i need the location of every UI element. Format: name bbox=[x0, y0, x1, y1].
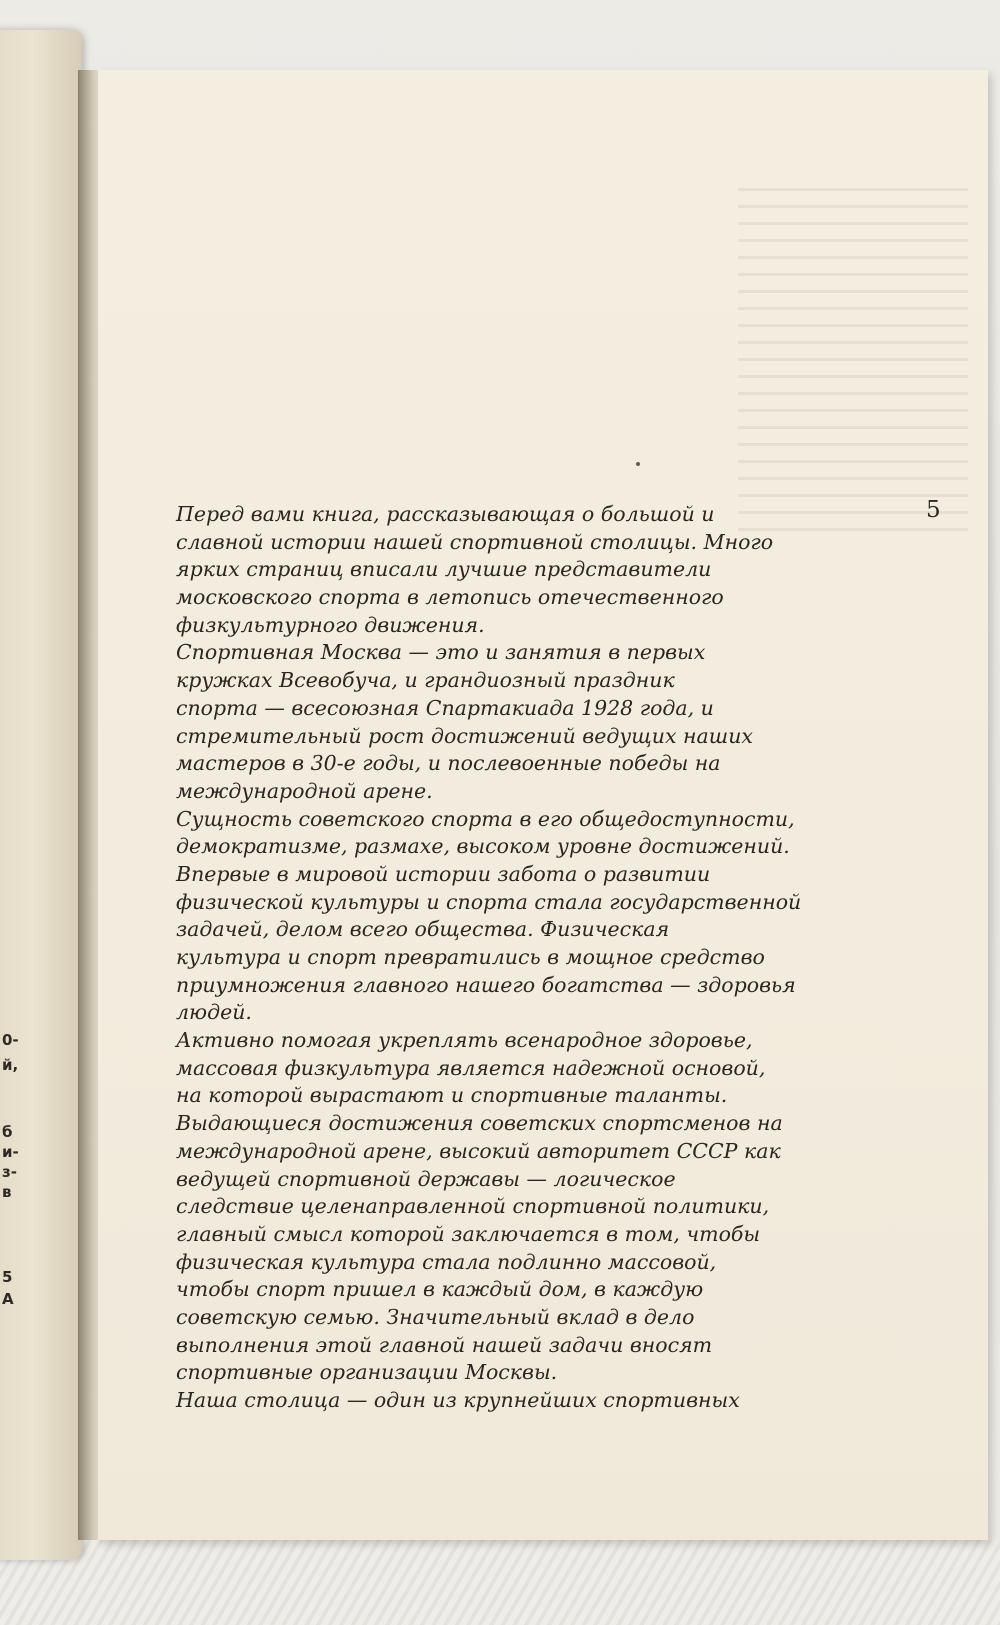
left-page bbox=[0, 30, 82, 1560]
text-line: выполнения этой главной нашей задачи вносят bbox=[176, 1332, 713, 1357]
ink-dot bbox=[636, 462, 640, 466]
text-line: на которой вырастают и спортивные таланты. bbox=[176, 1083, 728, 1108]
text-line: московского спорта в летопись отечественного bbox=[176, 585, 724, 610]
text-line: Наша столица — один из крупнейших спортивных bbox=[176, 1388, 740, 1412]
left-page-text-fragment: в bbox=[2, 1183, 12, 1201]
text-line: следствие целенаправленной спортивной политики, bbox=[176, 1194, 770, 1219]
left-page-text-fragment: з- bbox=[2, 1163, 17, 1181]
text-line: спорта — всесоюзная Спартакиада 1928 года, и bbox=[176, 695, 714, 720]
text-line: физкультурного движения. bbox=[176, 612, 485, 637]
text-line: советскую семью. Значительный вклад в дело bbox=[176, 1304, 695, 1329]
text-line: Выдающиеся достижения советских спортсменов на bbox=[176, 1111, 783, 1136]
text-line: кружках Всевобуча, и грандиозный праздник bbox=[176, 668, 675, 693]
text-line: главный смысл которой заключается в том, чтобы bbox=[176, 1221, 761, 1246]
text-line: чтобы спорт пришел в каждый дом, в каждую bbox=[176, 1277, 704, 1302]
text-line: международной арене. bbox=[176, 778, 433, 803]
text-line: физическая культура стала подлинно массовой, bbox=[176, 1249, 717, 1274]
text-line: спортивные организации Москвы. bbox=[176, 1360, 558, 1385]
text-line: международной арене, высокий авторитет СССР как bbox=[176, 1138, 781, 1163]
left-page-text-fragment: б bbox=[2, 1123, 13, 1141]
fabric-background bbox=[0, 1540, 1000, 1625]
text-line: демократизме, размахе, высоком уровне достижений. bbox=[176, 834, 790, 859]
text-line: стремительный рост достижений ведущих наших bbox=[176, 723, 753, 748]
text-line: мастеров в 30-е годы, и послевоенные победы на bbox=[176, 751, 721, 776]
body-text bbox=[176, 501, 896, 1415]
text-line: культура и спорт превратились в мощное средство bbox=[176, 945, 765, 969]
left-page-text-fragment: 5 bbox=[2, 1268, 13, 1286]
book-gutter bbox=[78, 70, 100, 1540]
text-line: людей. bbox=[176, 1000, 252, 1025]
page-number: 5 bbox=[926, 497, 941, 523]
left-page-text-fragment: и- bbox=[2, 1143, 19, 1161]
text-line: задачей, делом всего общества. Физическая bbox=[176, 917, 670, 942]
text-line: Перед вами книга, рассказывающая о большой и bbox=[176, 502, 715, 526]
left-page-text-fragment: А bbox=[2, 1290, 14, 1308]
text-line: славной истории нашей спортивной столицы. Много bbox=[176, 529, 774, 554]
left-page-text-fragment: 0- bbox=[2, 1031, 19, 1049]
text-line: Спортивная Москва — это и занятия в первых bbox=[176, 640, 706, 665]
show-through-text bbox=[738, 188, 968, 543]
text-line: Сущность советского спорта в его общедоступности, bbox=[176, 806, 795, 831]
text-line: ярких страниц вписали лучшие представители bbox=[176, 557, 712, 582]
text-line: ведущей спортивной державы — логическое bbox=[176, 1166, 676, 1191]
text-line: массовая физкультура является надежной основой, bbox=[176, 1055, 766, 1080]
text-line: физической культуры и спорта стала государственной bbox=[176, 889, 802, 914]
text-line: приумножения главного нашего богатства — здоровья bbox=[176, 972, 796, 997]
text-line: Активно помогая укреплять всенародное здоровье, bbox=[176, 1028, 753, 1053]
text-line: Впервые в мировой истории забота о развитии bbox=[176, 861, 711, 886]
left-page-text-fragment: й, bbox=[2, 1056, 19, 1074]
